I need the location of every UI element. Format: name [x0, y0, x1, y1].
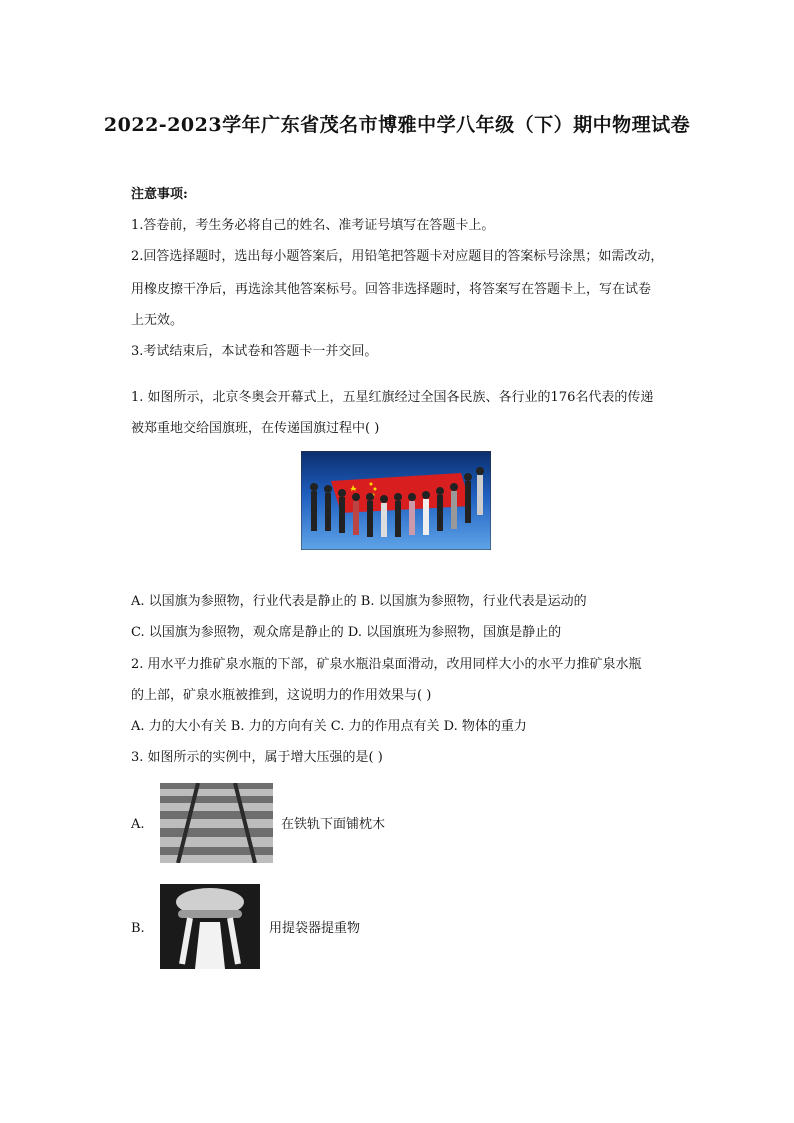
- question-2-text: 的上部，矿泉水瓶被推到，这说明力的作用效果与( ): [131, 688, 432, 703]
- question-3-option-b-letter: B.: [131, 921, 145, 936]
- question-1-options-row2: C. 以国旗为参照物，观众席是静止的 D. 以国旗班为参照物，国旗是静止的: [131, 625, 562, 640]
- question-3-option-a-text: 在铁轨下面铺枕木: [281, 817, 386, 832]
- question-1-text: 1. 如图所示，北京冬奥会开幕式上，五星红旗经过全国各民族、各行业的176名代表的传递: [131, 390, 654, 405]
- question-3-option-b-text: 用提袋器提重物: [269, 921, 361, 936]
- notice-item: 上无效。: [131, 313, 184, 328]
- question-2-text: 2. 用水平力推矿泉水瓶的下部，矿泉水瓶沿桌面滑动，改用同样大小的水平力推矿泉水瓶: [131, 657, 642, 672]
- question-1-text: 被郑重地交给国旗班，在传递国旗过程中( ): [131, 421, 380, 436]
- question-2-options: A. 力的大小有关 B. 力的方向有关 C. 力的作用点有关 D. 物体的重力: [131, 719, 527, 734]
- question-3-text: 3. 如图所示的实例中，属于增大压强的是( ): [131, 750, 383, 765]
- question-3-option-a-letter: A.: [131, 817, 145, 832]
- question-1-options-row1: A. 以国旗为参照物，行业代表是静止的 B. 以国旗为参照物，行业代表是运动的: [131, 594, 587, 609]
- notice-item: 1.答卷前，考生务必将自己的姓名、准考证号填写在答题卡上。: [131, 218, 495, 233]
- notice-item: 用橡皮擦干净后，再选涂其他答案标号。回答非选择题时，将答案写在答题卡上，写在试卷: [131, 282, 652, 297]
- notice-item: 2.回答选择题时，选出每小题答案后，用铅笔把答题卡对应题目的答案标号涂黑；如需改动，: [131, 249, 664, 264]
- notice-item: 3.考试结束后，本试卷和答题卡一并交回。: [131, 344, 378, 359]
- railway-sleepers-image: [160, 783, 273, 863]
- notice-heading: 注意事项:: [131, 187, 188, 202]
- flag-ceremony-image: [301, 451, 491, 550]
- page-title: 2022-2023学年广东省茂名市博雅中学八年级（下）期中物理试卷: [103, 114, 691, 136]
- bag-handle-image: [160, 884, 260, 969]
